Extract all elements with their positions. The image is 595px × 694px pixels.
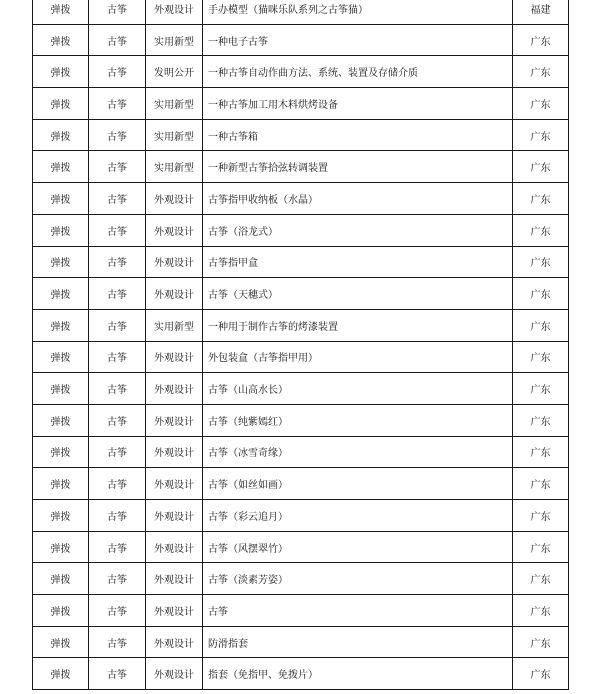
patent-name-cell: 古筝指甲收纳板（水晶） <box>203 183 513 215</box>
category-cell: 弹拨 <box>33 626 89 658</box>
region-cell: 广东 <box>513 626 569 658</box>
region-cell: 福建 <box>513 0 569 24</box>
instrument-cell: 古筝 <box>89 24 146 56</box>
patent-type-cell: 外观设计 <box>146 563 203 595</box>
patent-type-cell: 实用新型 <box>146 151 203 183</box>
table-row <box>33 595 569 627</box>
patent-name-cell: 手办模型（猫咪乐队系列之古筝猫） <box>203 0 513 24</box>
category-cell: 弹拨 <box>33 436 89 468</box>
patent-type-cell: 实用新型 <box>146 119 203 151</box>
category-cell: 弹拨 <box>33 500 89 532</box>
region-cell: 广东 <box>513 183 569 215</box>
category-cell: 弹拨 <box>33 468 89 500</box>
patent-type-cell: 外观设计 <box>146 404 203 436</box>
patent-name-cell: 古筝（如丝如画） <box>203 468 513 500</box>
patent-type-cell: 发明公开 <box>146 56 203 88</box>
instrument-cell: 古筝 <box>89 531 146 563</box>
patent-type-cell: 外观设计 <box>146 531 203 563</box>
category-cell: 弹拨 <box>33 151 89 183</box>
region-cell: 广东 <box>513 404 569 436</box>
instrument-cell: 古筝 <box>89 0 146 24</box>
instrument-cell: 古筝 <box>89 214 146 246</box>
category-cell: 弹拨 <box>33 278 89 310</box>
patent-name-cell: 古筝（彩云追月） <box>203 500 513 532</box>
table-row <box>33 531 569 563</box>
table-body <box>33 0 569 690</box>
patent-type-cell: 外观设计 <box>146 341 203 373</box>
patent-name-cell: 一种新型古筝拾弦转调装置 <box>203 151 513 183</box>
table-row <box>33 563 569 595</box>
instrument-cell: 古筝 <box>89 404 146 436</box>
region-cell: 广东 <box>513 56 569 88</box>
patent-type-cell: 外观设计 <box>146 278 203 310</box>
table-row <box>33 183 569 215</box>
patent-type-cell: 外观设计 <box>146 626 203 658</box>
category-cell: 弹拨 <box>33 595 89 627</box>
patent-name-cell: 一种古筝箱 <box>203 119 513 151</box>
table-row <box>33 214 569 246</box>
region-cell: 广东 <box>513 278 569 310</box>
table-row <box>33 626 569 658</box>
instrument-cell: 古筝 <box>89 341 146 373</box>
category-cell: 弹拨 <box>33 0 89 24</box>
region-cell: 广东 <box>513 246 569 278</box>
table-row <box>33 119 569 151</box>
patent-name-cell: 一种古筝加工用木料烘烤设备 <box>203 88 513 120</box>
patent-type-cell: 外观设计 <box>146 500 203 532</box>
patent-name-cell: 一种用于制作古筝的烤漆装置 <box>203 309 513 341</box>
region-cell: 广东 <box>513 658 569 690</box>
region-cell: 广东 <box>513 24 569 56</box>
patent-type-cell: 外观设计 <box>146 436 203 468</box>
instrument-cell: 古筝 <box>89 595 146 627</box>
table-row <box>33 341 569 373</box>
table-row <box>33 278 569 310</box>
category-cell: 弹拨 <box>33 531 89 563</box>
table-row <box>33 436 569 468</box>
patent-type-cell: 实用新型 <box>146 88 203 120</box>
instrument-cell: 古筝 <box>89 278 146 310</box>
table-row <box>33 56 569 88</box>
table-row <box>33 24 569 56</box>
region-cell: 广东 <box>513 341 569 373</box>
category-cell: 弹拨 <box>33 309 89 341</box>
patent-type-cell: 外观设计 <box>146 468 203 500</box>
instrument-cell: 古筝 <box>89 309 146 341</box>
category-cell: 弹拨 <box>33 658 89 690</box>
instrument-cell: 古筝 <box>89 88 146 120</box>
region-cell: 广东 <box>513 531 569 563</box>
patent-name-cell: 一种古筝自动作曲方法、系统、装置及存储介质 <box>203 56 513 88</box>
region-cell: 广东 <box>513 309 569 341</box>
region-cell: 广东 <box>513 595 569 627</box>
table-row <box>33 151 569 183</box>
patent-table <box>32 0 569 690</box>
patent-name-cell: 古筝（冰雪奇缘） <box>203 436 513 468</box>
table-row <box>33 246 569 278</box>
instrument-cell: 古筝 <box>89 563 146 595</box>
table-row <box>33 500 569 532</box>
table-row <box>33 468 569 500</box>
category-cell: 弹拨 <box>33 119 89 151</box>
table-row <box>33 309 569 341</box>
category-cell: 弹拨 <box>33 373 89 405</box>
category-cell: 弹拨 <box>33 246 89 278</box>
patent-name-cell: 古筝（风摆翠竹） <box>203 531 513 563</box>
patent-type-cell: 外观设计 <box>146 373 203 405</box>
patent-type-cell: 外观设计 <box>146 214 203 246</box>
table-row <box>33 0 569 24</box>
table-row <box>33 373 569 405</box>
patent-name-cell: 一种电子古筝 <box>203 24 513 56</box>
category-cell: 弹拨 <box>33 214 89 246</box>
patent-type-cell: 外观设计 <box>146 658 203 690</box>
instrument-cell: 古筝 <box>89 436 146 468</box>
patent-name-cell: 古筝（浴龙式） <box>203 214 513 246</box>
instrument-cell: 古筝 <box>89 500 146 532</box>
table-row <box>33 88 569 120</box>
patent-type-cell: 外观设计 <box>146 0 203 24</box>
patent-name-cell: 外包装盒（古筝指甲用） <box>203 341 513 373</box>
region-cell: 广东 <box>513 151 569 183</box>
patent-name-cell: 古筝指甲盒 <box>203 246 513 278</box>
category-cell: 弹拨 <box>33 563 89 595</box>
patent-name-cell: 古筝（纯紫嫣红） <box>203 404 513 436</box>
region-cell: 广东 <box>513 214 569 246</box>
region-cell: 广东 <box>513 119 569 151</box>
instrument-cell: 古筝 <box>89 373 146 405</box>
patent-type-cell: 外观设计 <box>146 183 203 215</box>
instrument-cell: 古筝 <box>89 183 146 215</box>
region-cell: 广东 <box>513 88 569 120</box>
patent-type-cell: 外观设计 <box>146 595 203 627</box>
patent-type-cell: 实用新型 <box>146 24 203 56</box>
patent-name-cell: 防滑指套 <box>203 626 513 658</box>
region-cell: 广东 <box>513 500 569 532</box>
region-cell: 广东 <box>513 436 569 468</box>
patent-name-cell: 指套（免指甲、免拨片） <box>203 658 513 690</box>
patent-type-cell: 实用新型 <box>146 309 203 341</box>
table-row <box>33 404 569 436</box>
instrument-cell: 古筝 <box>89 246 146 278</box>
patent-name-cell: 古筝 <box>203 595 513 627</box>
category-cell: 弹拨 <box>33 56 89 88</box>
instrument-cell: 古筝 <box>89 56 146 88</box>
category-cell: 弹拨 <box>33 341 89 373</box>
category-cell: 弹拨 <box>33 88 89 120</box>
patent-name-cell: 古筝（山高水长） <box>203 373 513 405</box>
region-cell: 广东 <box>513 563 569 595</box>
instrument-cell: 古筝 <box>89 626 146 658</box>
region-cell: 广东 <box>513 373 569 405</box>
category-cell: 弹拨 <box>33 404 89 436</box>
patent-type-cell: 外观设计 <box>146 246 203 278</box>
instrument-cell: 古筝 <box>89 468 146 500</box>
region-cell: 广东 <box>513 468 569 500</box>
instrument-cell: 古筝 <box>89 119 146 151</box>
patent-name-cell: 古筝（淡素芳姿） <box>203 563 513 595</box>
patent-name-cell: 古筝（天穗式） <box>203 278 513 310</box>
instrument-cell: 古筝 <box>89 151 146 183</box>
instrument-cell: 古筝 <box>89 658 146 690</box>
category-cell: 弹拨 <box>33 183 89 215</box>
category-cell: 弹拨 <box>33 24 89 56</box>
table-row <box>33 658 569 690</box>
